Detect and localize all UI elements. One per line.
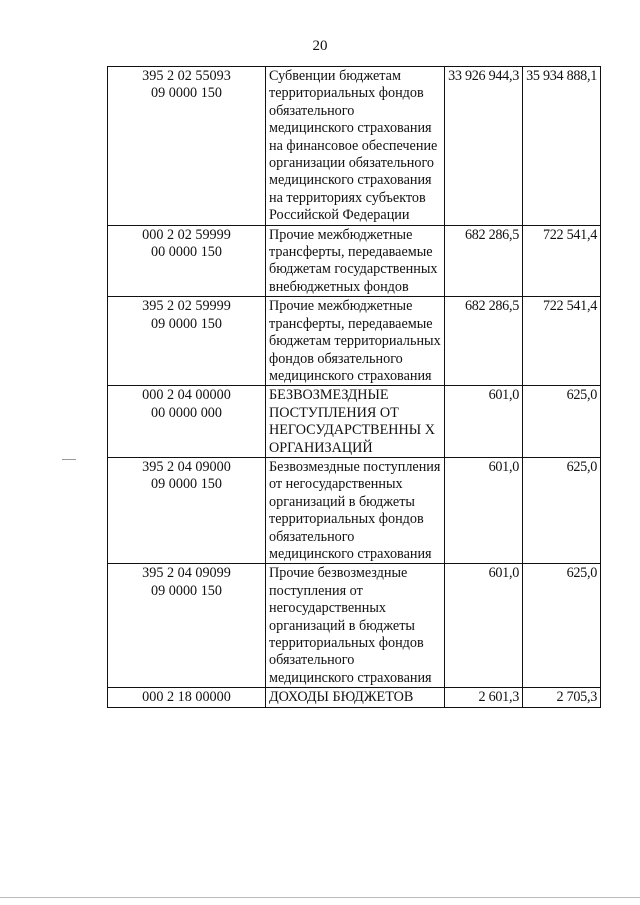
name-cell: Прочие безвозмездные поступления от негосударственных организаций в бюджеты территориальных фондов обязательного медицинского страхования bbox=[266, 564, 445, 688]
table-row bbox=[108, 386, 601, 458]
code-cell bbox=[108, 67, 266, 226]
value-cell-1: 2 601,3 bbox=[445, 688, 523, 707]
value-cell-2: 625,0 bbox=[523, 564, 601, 688]
code-line-1: 395 2 04 09099 bbox=[142, 565, 231, 582]
code-cell bbox=[108, 297, 266, 386]
code-cell bbox=[108, 688, 266, 707]
value-cell-2: 2 705,3 bbox=[523, 688, 601, 707]
margin-mark bbox=[62, 459, 76, 460]
name-cell: Прочие межбюджетные трансферты, передаваемые бюджетам государственных внебюджетных фондов bbox=[266, 225, 445, 297]
value-cell-1: 601,0 bbox=[445, 457, 523, 563]
value-cell-2: 625,0 bbox=[523, 457, 601, 563]
table-row bbox=[108, 564, 601, 688]
value-cell-2: 722 541,4 bbox=[523, 225, 601, 297]
code-line-2: 00 0000 000 bbox=[151, 404, 222, 421]
table-row bbox=[108, 457, 601, 563]
name-cell: БЕЗВОЗМЕЗДНЫЕ ПОСТУПЛЕНИЯ ОТ НЕГОСУДАРСТВЕННЫ Х ОРГАНИЗАЦИЙ bbox=[266, 386, 445, 458]
code-line-2: 09 0000 150 bbox=[151, 582, 222, 599]
code-cell bbox=[108, 564, 266, 688]
code-cell bbox=[108, 457, 266, 563]
code-line-2: 09 0000 150 bbox=[151, 476, 222, 493]
name-cell: ДОХОДЫ БЮДЖЕТОВ bbox=[266, 688, 445, 707]
code-cell bbox=[108, 386, 266, 458]
value-cell-1: 33 926 944,3 bbox=[445, 67, 523, 226]
code-line-1: 395 2 02 55093 bbox=[142, 68, 231, 84]
code-line-1: 000 2 04 00000 bbox=[142, 387, 231, 404]
code-line-2: 09 0000 150 bbox=[151, 315, 222, 332]
value-cell-2: 625,0 bbox=[523, 386, 601, 458]
code-cell bbox=[108, 225, 266, 297]
table-row bbox=[108, 67, 601, 226]
page-number: 20 bbox=[312, 38, 328, 54]
value-cell-2: 35 934 888,1 bbox=[523, 67, 601, 226]
value-cell-1: 601,0 bbox=[445, 386, 523, 458]
name-cell: Субвенции бюджетам территориальных фондов обязательного медицинского страхования на финансовое обеспечение организации обязательного медицинского страхования на территориях субъектов Российской Федерации bbox=[266, 67, 445, 226]
budget-table bbox=[107, 66, 601, 708]
code-line-1: 000 2 18 00000 bbox=[142, 689, 231, 706]
code-line-1: 395 2 02 59999 bbox=[142, 298, 231, 315]
table-row bbox=[108, 688, 601, 707]
code-line-1: 395 2 04 09000 bbox=[142, 458, 231, 475]
table-row bbox=[108, 297, 601, 386]
code-line-1: 000 2 02 59999 bbox=[142, 226, 231, 243]
page-bottom-edge bbox=[0, 897, 640, 898]
value-cell-1: 682 286,5 bbox=[445, 225, 523, 297]
value-cell-1: 601,0 bbox=[445, 564, 523, 688]
value-cell-1: 682 286,5 bbox=[445, 297, 523, 386]
code-line-2: 09 0000 150 bbox=[151, 85, 222, 102]
table-row bbox=[108, 225, 601, 297]
value-cell-2: 722 541,4 bbox=[523, 297, 601, 386]
code-line-2: 00 0000 150 bbox=[151, 244, 222, 261]
name-cell: Прочие межбюджетные трансферты, передаваемые бюджетам территориальных фондов обязательного медицинского страхования bbox=[266, 297, 445, 386]
name-cell: Безвозмездные поступления от негосударственных организаций в бюджеты территориальных фондов обязательного медицинского страхования bbox=[266, 457, 445, 563]
